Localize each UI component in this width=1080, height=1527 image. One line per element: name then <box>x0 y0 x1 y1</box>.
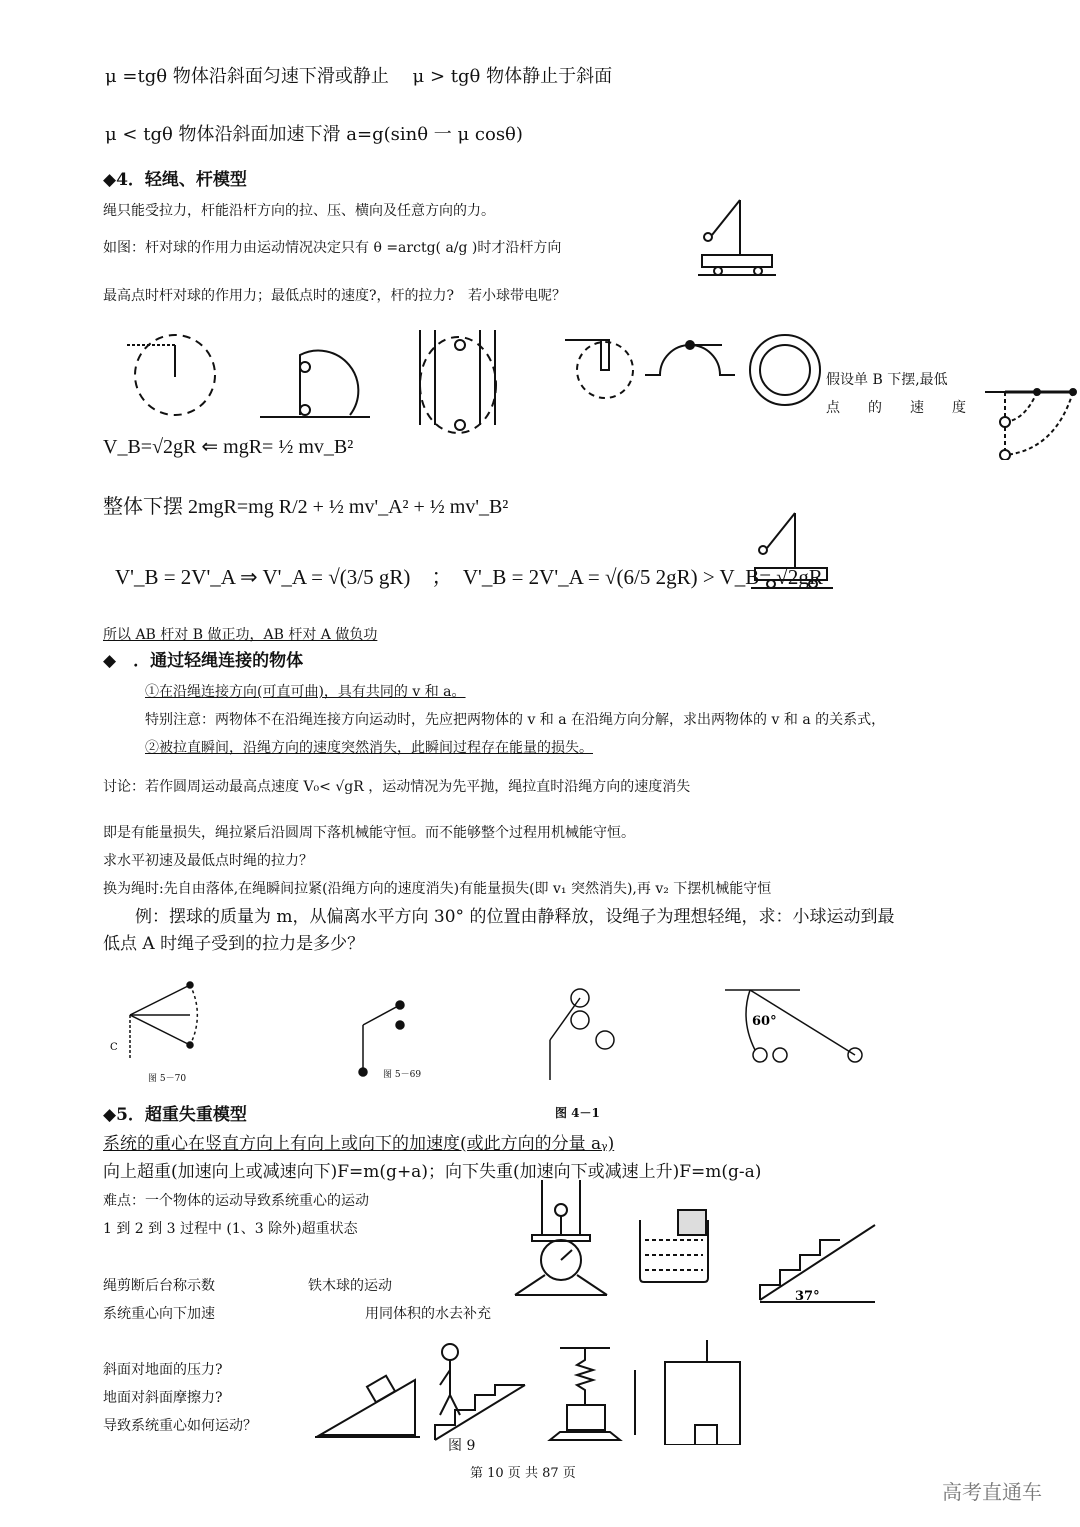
system-cg-text: 系统的重心在竖直方向上有向上或向下的加速度(或此方向的分量 aᵧ) <box>103 1134 615 1154</box>
angle-60-label: 60° <box>752 1014 777 1029</box>
incline-spring-box-diagrams <box>315 1340 755 1445</box>
iron-wood-ball-text: 铁木球的运动 <box>308 1278 392 1294</box>
special-note: 特别注意：两物体不在沿绳连接方向运动时，先应把两物体的 v 和 a 在沿绳方向分解，求出两物体的 v 和 a 的关系式， <box>145 712 886 728</box>
equation-va-vb: V'_B = 2V'_A ⇒ V'_A = √(3/5 gR) ； V'_B = 2V'_A = √(6/5 2gR) > V_B= √2gR <box>115 565 823 589</box>
example-line-1: 例：摆球的质量为 m，从偏离水平方向 30° 的位置由静释放，设绳子为理想轻绳，求：小球运动到最 <box>135 907 895 927</box>
speed-text: 点 的 速 度 <box>826 400 966 416</box>
rope-cut-text: 绳剪断后台称示数 <box>103 1278 215 1294</box>
energy-loss-text: 即是有能量损失，绳拉紧后沿圆周下落机械能守恒。而不能够整个过程用机械能守恒。 <box>103 825 635 841</box>
equation-vb: V_B=√2gR ⇐ mgR= ½ mv_B² <box>103 436 354 458</box>
equation-whole-swing: 整体下摆 2mgR=mg R/2 + ½ mv'_A² + ½ mv'_B² <box>103 496 509 518</box>
question-text: 求水平初速及最低点时绳的拉力？ <box>103 853 313 869</box>
question-normal-force: 斜面对地面的压力? <box>103 1362 223 1378</box>
label-c: C <box>110 1042 118 1053</box>
page-number: 第 10 页 共 87 页 <box>470 1466 576 1481</box>
overweight-formula: 向上超重(加速向上或减速向下)F=m(g+a)；向下失重(加速向下或减速上升)F=m(g-a) <box>103 1162 762 1182</box>
rope-swap-text: 换为绳时:先自由落体,在绳瞬间拉紧(沿绳方向的速度消失)有能量损失(即 v₁ 突然消失),再 v₂ 下摆机械能守恒 <box>103 881 772 897</box>
heading-rope-connected: ◆ ．通过轻绳连接的物体 <box>103 651 304 671</box>
highest-point-question: 最高点时杆对球的作用力；最低点时的速度?，杆的拉力? 若小球带电呢？ <box>103 288 567 304</box>
assume-b-text: 假设单 B 下摆,最低 <box>826 372 948 388</box>
point-2: ②被拉直瞬间，沿绳方向的速度突然消失，此瞬间过程存在能量的损失。 <box>145 740 593 756</box>
question-friction: 地面对斜面摩擦力? <box>103 1390 223 1406</box>
circular-motion-diagrams <box>110 325 830 445</box>
figure-4-1-caption: 图 4－1 <box>555 1106 600 1120</box>
heading-rope-rod-model: ◆4．轻绳、杆模型 <box>103 170 247 190</box>
pendulum-example-diagrams <box>110 980 910 1090</box>
cg-down-text: 系统重心向下加速 <box>103 1306 215 1322</box>
rope-rod-text: 绳只能受拉力，杆能沿杆方向的拉、压、横向及任意方向的力。 <box>103 203 495 219</box>
difficulty-text: 难点：一个物体的运动导致系统重心的运动 <box>103 1193 369 1209</box>
rod-cart-diagram-2 <box>745 508 835 598</box>
angle-37-label: 37° <box>795 1289 820 1304</box>
point-1: ①在沿绳连接方向(可直可曲)，具有共同的 v 和 a。 <box>145 684 466 700</box>
figure-9-caption: 图 9 <box>448 1438 476 1454</box>
scale-water-stairs-diagrams <box>510 1180 890 1310</box>
rod-work-conclusion: 所以 AB 杆对 B 做正功，AB 杆对 A 做负功 <box>103 627 378 643</box>
watermark: 高考直通车 <box>942 1480 1042 1504</box>
example-line-2: 低点 A 时绳子受到的拉力是多少？ <box>103 934 365 954</box>
figure-5-70-caption: 图 5－70 <box>148 1074 187 1084</box>
water-fill-text: 用同体积的水去补充 <box>365 1306 491 1322</box>
question-cg-motion: 导致系统重心如何运动？ <box>103 1418 257 1434</box>
friction-less-line: μ < tgθ 物体沿斜面加速下滑 a=g(sinθ 一 μ cosθ) <box>105 124 523 145</box>
discussion-text: 讨论：若作圆周运动最高点速度 V₀< √gR ，运动情况为先平抛，绳拉直时沿绳方向的速度消失 <box>103 779 691 795</box>
figure-5-69-caption: 图 5－69 <box>383 1070 422 1080</box>
rod-direction-text: 如图：杆对球的作用力由运动情况决定只有 θ =arctg( a/g )时才沿杆方向 <box>103 240 562 256</box>
friction-equal-line: μ =tgθ 物体沿斜面匀速下滑或静止 μ > tgθ 物体静止于斜面 <box>105 66 613 87</box>
process-text: 1 到 2 到 3 过程中 (1、3 除外)超重状态 <box>103 1221 358 1237</box>
pendulum-ab-diagram <box>985 380 1080 460</box>
heading-overweight-model: ◆5．超重失重模型 <box>103 1105 247 1125</box>
rod-cart-diagram-1 <box>690 195 780 285</box>
